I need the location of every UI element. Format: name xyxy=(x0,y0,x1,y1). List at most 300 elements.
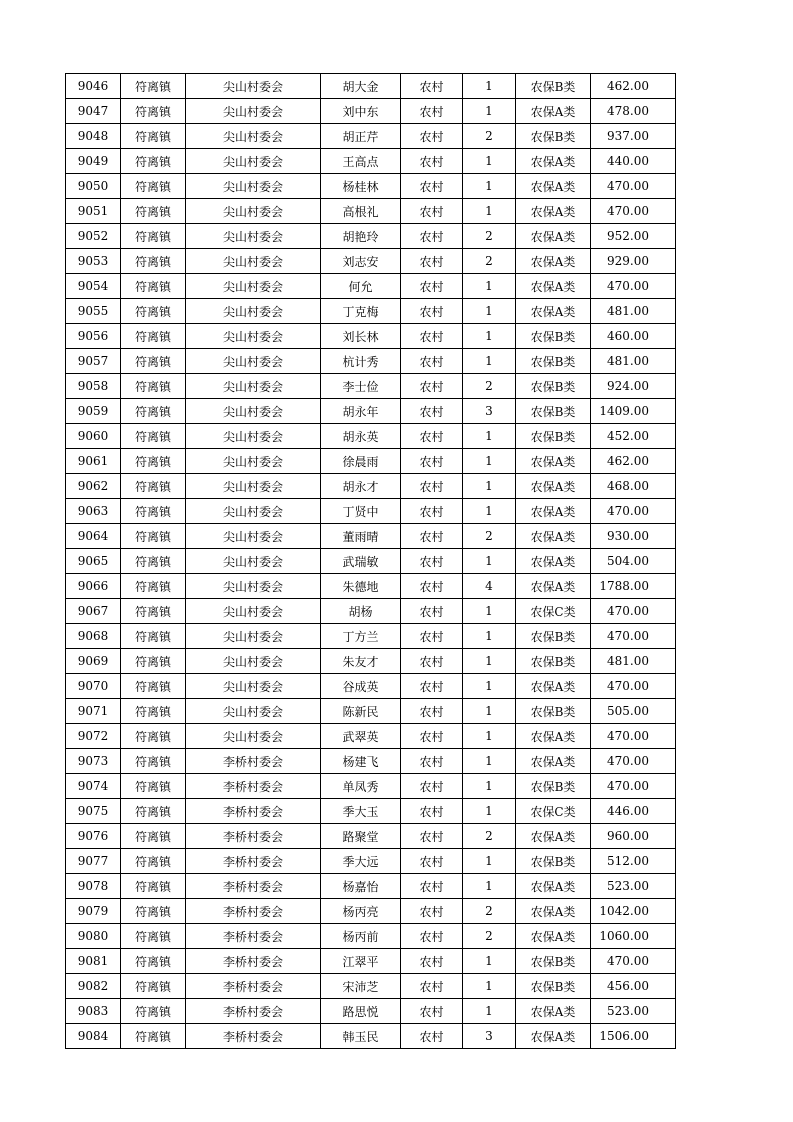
cell-insurance-category: 农保A类 xyxy=(516,99,591,124)
cell-residence-type: 农村 xyxy=(401,474,463,499)
cell-village-committee: 尖山村委会 xyxy=(186,324,321,349)
cell-record-id: 9068 xyxy=(66,624,121,649)
cell-person-count: 1 xyxy=(463,474,516,499)
cell-village-committee: 尖山村委会 xyxy=(186,599,321,624)
cell-record-id: 9054 xyxy=(66,274,121,299)
cell-residence-type: 农村 xyxy=(401,424,463,449)
cell-town: 符离镇 xyxy=(121,899,186,924)
records-table xyxy=(65,73,676,1049)
cell-village-committee: 李桥村委会 xyxy=(186,999,321,1024)
cell-record-id: 9069 xyxy=(66,649,121,674)
cell-village-committee: 李桥村委会 xyxy=(186,849,321,874)
cell-person-count: 1 xyxy=(463,174,516,199)
cell-person-count: 2 xyxy=(463,524,516,549)
cell-insurance-category: 农保B类 xyxy=(516,949,591,974)
cell-insurance-category: 农保A类 xyxy=(516,449,591,474)
cell-record-id: 9056 xyxy=(66,324,121,349)
table-row xyxy=(66,549,676,574)
cell-village-committee: 李桥村委会 xyxy=(186,749,321,774)
cell-record-id: 9059 xyxy=(66,399,121,424)
cell-amount: 446.00 xyxy=(591,799,676,824)
cell-insurance-category: 农保A类 xyxy=(516,724,591,749)
cell-record-id: 9053 xyxy=(66,249,121,274)
cell-residence-type: 农村 xyxy=(401,549,463,574)
cell-record-id: 9074 xyxy=(66,774,121,799)
table-row xyxy=(66,449,676,474)
cell-residence-type: 农村 xyxy=(401,124,463,149)
cell-amount: 481.00 xyxy=(591,349,676,374)
cell-village-committee: 尖山村委会 xyxy=(186,199,321,224)
cell-town: 符离镇 xyxy=(121,749,186,774)
cell-amount: 504.00 xyxy=(591,549,676,574)
cell-town: 符离镇 xyxy=(121,274,186,299)
cell-person-name: 高根礼 xyxy=(321,199,401,224)
cell-insurance-category: 农保A类 xyxy=(516,299,591,324)
cell-person-name: 丁克梅 xyxy=(321,299,401,324)
cell-insurance-category: 农保A类 xyxy=(516,524,591,549)
table-row xyxy=(66,99,676,124)
cell-town: 符离镇 xyxy=(121,724,186,749)
cell-person-name: 胡正芹 xyxy=(321,124,401,149)
cell-amount: 452.00 xyxy=(591,424,676,449)
cell-person-name: 杨桂林 xyxy=(321,174,401,199)
cell-amount: 460.00 xyxy=(591,324,676,349)
table-row xyxy=(66,399,676,424)
cell-record-id: 9067 xyxy=(66,599,121,624)
cell-insurance-category: 农保A类 xyxy=(516,149,591,174)
cell-person-name: 江翠平 xyxy=(321,949,401,974)
cell-village-committee: 尖山村委会 xyxy=(186,224,321,249)
cell-village-committee: 李桥村委会 xyxy=(186,949,321,974)
cell-insurance-category: 农保A类 xyxy=(516,824,591,849)
table-row xyxy=(66,299,676,324)
table-row xyxy=(66,524,676,549)
cell-insurance-category: 农保B类 xyxy=(516,374,591,399)
cell-insurance-category: 农保A类 xyxy=(516,499,591,524)
cell-person-name: 丁贤中 xyxy=(321,499,401,524)
cell-residence-type: 农村 xyxy=(401,724,463,749)
cell-record-id: 9060 xyxy=(66,424,121,449)
cell-village-committee: 尖山村委会 xyxy=(186,274,321,299)
cell-person-count: 1 xyxy=(463,199,516,224)
cell-person-count: 1 xyxy=(463,749,516,774)
table-row xyxy=(66,724,676,749)
cell-residence-type: 农村 xyxy=(401,874,463,899)
cell-village-committee: 李桥村委会 xyxy=(186,799,321,824)
cell-village-committee: 李桥村委会 xyxy=(186,774,321,799)
cell-amount: 478.00 xyxy=(591,99,676,124)
cell-person-name: 武瑞敏 xyxy=(321,549,401,574)
table-row xyxy=(66,249,676,274)
cell-person-name: 武翠英 xyxy=(321,724,401,749)
cell-town: 符离镇 xyxy=(121,174,186,199)
cell-residence-type: 农村 xyxy=(401,199,463,224)
cell-town: 符离镇 xyxy=(121,149,186,174)
cell-person-name: 路思悦 xyxy=(321,999,401,1024)
cell-residence-type: 农村 xyxy=(401,74,463,99)
cell-person-count: 1 xyxy=(463,999,516,1024)
cell-amount: 470.00 xyxy=(591,599,676,624)
cell-person-name: 胡大金 xyxy=(321,74,401,99)
table-row xyxy=(66,974,676,999)
cell-person-name: 刘志安 xyxy=(321,249,401,274)
cell-village-committee: 尖山村委会 xyxy=(186,349,321,374)
table-row xyxy=(66,949,676,974)
cell-residence-type: 农村 xyxy=(401,749,463,774)
cell-village-committee: 李桥村委会 xyxy=(186,874,321,899)
cell-amount: 462.00 xyxy=(591,449,676,474)
cell-village-committee: 尖山村委会 xyxy=(186,524,321,549)
cell-town: 符离镇 xyxy=(121,824,186,849)
cell-residence-type: 农村 xyxy=(401,1024,463,1049)
cell-person-name: 杨嘉怡 xyxy=(321,874,401,899)
table-row xyxy=(66,1024,676,1049)
cell-person-name: 丁方兰 xyxy=(321,624,401,649)
cell-amount: 523.00 xyxy=(591,999,676,1024)
cell-person-name: 宋沛芝 xyxy=(321,974,401,999)
cell-town: 符离镇 xyxy=(121,424,186,449)
cell-town: 符离镇 xyxy=(121,799,186,824)
cell-town: 符离镇 xyxy=(121,974,186,999)
cell-person-count: 1 xyxy=(463,449,516,474)
cell-insurance-category: 农保A类 xyxy=(516,749,591,774)
cell-person-name: 刘长林 xyxy=(321,324,401,349)
table-row xyxy=(66,474,676,499)
cell-person-name: 胡永英 xyxy=(321,424,401,449)
cell-person-count: 1 xyxy=(463,974,516,999)
table-row xyxy=(66,624,676,649)
cell-town: 符离镇 xyxy=(121,649,186,674)
cell-town: 符离镇 xyxy=(121,599,186,624)
cell-person-count: 1 xyxy=(463,324,516,349)
cell-person-count: 1 xyxy=(463,699,516,724)
cell-person-name: 韩玉民 xyxy=(321,1024,401,1049)
table-row xyxy=(66,124,676,149)
cell-residence-type: 农村 xyxy=(401,149,463,174)
cell-record-id: 9048 xyxy=(66,124,121,149)
cell-residence-type: 农村 xyxy=(401,774,463,799)
cell-town: 符离镇 xyxy=(121,349,186,374)
cell-record-id: 9075 xyxy=(66,799,121,824)
cell-amount: 470.00 xyxy=(591,199,676,224)
cell-residence-type: 农村 xyxy=(401,824,463,849)
cell-residence-type: 农村 xyxy=(401,949,463,974)
cell-person-count: 1 xyxy=(463,674,516,699)
cell-town: 符离镇 xyxy=(121,774,186,799)
cell-village-committee: 尖山村委会 xyxy=(186,549,321,574)
table-row xyxy=(66,649,676,674)
cell-insurance-category: 农保A类 xyxy=(516,474,591,499)
cell-residence-type: 农村 xyxy=(401,224,463,249)
cell-person-count: 1 xyxy=(463,849,516,874)
cell-town: 符离镇 xyxy=(121,399,186,424)
table-row xyxy=(66,149,676,174)
cell-record-id: 9072 xyxy=(66,724,121,749)
cell-town: 符离镇 xyxy=(121,674,186,699)
cell-insurance-category: 农保B类 xyxy=(516,699,591,724)
cell-insurance-category: 农保B类 xyxy=(516,399,591,424)
cell-amount: 470.00 xyxy=(591,499,676,524)
cell-person-count: 1 xyxy=(463,599,516,624)
cell-record-id: 9070 xyxy=(66,674,121,699)
cell-person-name: 单凤秀 xyxy=(321,774,401,799)
cell-town: 符离镇 xyxy=(121,1024,186,1049)
cell-town: 符离镇 xyxy=(121,524,186,549)
cell-person-count: 1 xyxy=(463,649,516,674)
cell-village-committee: 尖山村委会 xyxy=(186,374,321,399)
cell-insurance-category: 农保A类 xyxy=(516,199,591,224)
cell-residence-type: 农村 xyxy=(401,674,463,699)
table-row xyxy=(66,574,676,599)
cell-person-name: 董雨晴 xyxy=(321,524,401,549)
cell-amount: 1409.00 xyxy=(591,399,676,424)
cell-village-committee: 尖山村委会 xyxy=(186,124,321,149)
cell-person-count: 3 xyxy=(463,1024,516,1049)
cell-insurance-category: 农保B类 xyxy=(516,349,591,374)
table-row xyxy=(66,749,676,774)
table-row xyxy=(66,174,676,199)
cell-person-count: 2 xyxy=(463,374,516,399)
cell-village-committee: 尖山村委会 xyxy=(186,474,321,499)
cell-insurance-category: 农保A类 xyxy=(516,574,591,599)
cell-person-count: 1 xyxy=(463,274,516,299)
cell-person-name: 王高点 xyxy=(321,149,401,174)
cell-person-name: 朱友才 xyxy=(321,649,401,674)
cell-residence-type: 农村 xyxy=(401,374,463,399)
table-body xyxy=(66,74,676,1049)
cell-town: 符离镇 xyxy=(121,999,186,1024)
cell-amount: 470.00 xyxy=(591,174,676,199)
table-row xyxy=(66,874,676,899)
table-row xyxy=(66,774,676,799)
cell-residence-type: 农村 xyxy=(401,299,463,324)
cell-town: 符离镇 xyxy=(121,99,186,124)
cell-person-name: 胡杨 xyxy=(321,599,401,624)
cell-record-id: 9061 xyxy=(66,449,121,474)
cell-amount: 456.00 xyxy=(591,974,676,999)
cell-person-name: 何允 xyxy=(321,274,401,299)
cell-village-committee: 尖山村委会 xyxy=(186,399,321,424)
cell-town: 符离镇 xyxy=(121,74,186,99)
cell-amount: 929.00 xyxy=(591,249,676,274)
cell-village-committee: 尖山村委会 xyxy=(186,449,321,474)
table-row xyxy=(66,349,676,374)
cell-insurance-category: 农保A类 xyxy=(516,549,591,574)
cell-village-committee: 尖山村委会 xyxy=(186,674,321,699)
cell-person-name: 杨建飞 xyxy=(321,749,401,774)
cell-amount: 470.00 xyxy=(591,674,676,699)
cell-town: 符离镇 xyxy=(121,474,186,499)
cell-person-count: 1 xyxy=(463,624,516,649)
cell-person-count: 1 xyxy=(463,549,516,574)
table-row xyxy=(66,74,676,99)
cell-amount: 523.00 xyxy=(591,874,676,899)
cell-person-name: 徐晨雨 xyxy=(321,449,401,474)
cell-record-id: 9083 xyxy=(66,999,121,1024)
cell-record-id: 9079 xyxy=(66,899,121,924)
cell-person-count: 1 xyxy=(463,99,516,124)
cell-village-committee: 尖山村委会 xyxy=(186,499,321,524)
table-row xyxy=(66,599,676,624)
cell-insurance-category: 农保A类 xyxy=(516,224,591,249)
table-row xyxy=(66,849,676,874)
cell-amount: 512.00 xyxy=(591,849,676,874)
cell-person-count: 1 xyxy=(463,774,516,799)
cell-town: 符离镇 xyxy=(121,324,186,349)
cell-town: 符离镇 xyxy=(121,449,186,474)
table-row xyxy=(66,374,676,399)
cell-person-count: 1 xyxy=(463,424,516,449)
cell-village-committee: 尖山村委会 xyxy=(186,174,321,199)
cell-insurance-category: 农保A类 xyxy=(516,674,591,699)
cell-amount: 505.00 xyxy=(591,699,676,724)
cell-town: 符离镇 xyxy=(121,699,186,724)
cell-record-id: 9046 xyxy=(66,74,121,99)
cell-residence-type: 农村 xyxy=(401,849,463,874)
cell-residence-type: 农村 xyxy=(401,999,463,1024)
cell-person-name: 陈新民 xyxy=(321,699,401,724)
cell-person-count: 1 xyxy=(463,799,516,824)
cell-person-name: 季大远 xyxy=(321,849,401,874)
cell-insurance-category: 农保C类 xyxy=(516,599,591,624)
table-row xyxy=(66,199,676,224)
cell-town: 符离镇 xyxy=(121,299,186,324)
cell-insurance-category: 农保B类 xyxy=(516,774,591,799)
cell-town: 符离镇 xyxy=(121,574,186,599)
cell-town: 符离镇 xyxy=(121,224,186,249)
cell-residence-type: 农村 xyxy=(401,974,463,999)
cell-insurance-category: 农保B类 xyxy=(516,424,591,449)
cell-insurance-category: 农保A类 xyxy=(516,1024,591,1049)
cell-village-committee: 尖山村委会 xyxy=(186,299,321,324)
table-row xyxy=(66,274,676,299)
table-row xyxy=(66,224,676,249)
table-row xyxy=(66,999,676,1024)
cell-insurance-category: 农保A类 xyxy=(516,274,591,299)
cell-village-committee: 李桥村委会 xyxy=(186,974,321,999)
cell-residence-type: 农村 xyxy=(401,449,463,474)
cell-person-count: 2 xyxy=(463,824,516,849)
cell-person-count: 2 xyxy=(463,899,516,924)
table-row xyxy=(66,324,676,349)
cell-residence-type: 农村 xyxy=(401,349,463,374)
cell-residence-type: 农村 xyxy=(401,274,463,299)
cell-village-committee: 尖山村委会 xyxy=(186,724,321,749)
cell-record-id: 9062 xyxy=(66,474,121,499)
cell-person-name: 季大玉 xyxy=(321,799,401,824)
cell-person-name: 杨丙前 xyxy=(321,924,401,949)
cell-person-name: 路聚堂 xyxy=(321,824,401,849)
cell-village-committee: 尖山村委会 xyxy=(186,649,321,674)
cell-insurance-category: 农保A类 xyxy=(516,924,591,949)
cell-person-count: 1 xyxy=(463,299,516,324)
cell-village-committee: 尖山村委会 xyxy=(186,149,321,174)
cell-amount: 470.00 xyxy=(591,624,676,649)
cell-residence-type: 农村 xyxy=(401,324,463,349)
cell-record-id: 9080 xyxy=(66,924,121,949)
cell-amount: 1788.00 xyxy=(591,574,676,599)
cell-residence-type: 农村 xyxy=(401,249,463,274)
cell-insurance-category: 农保A类 xyxy=(516,899,591,924)
cell-record-id: 9071 xyxy=(66,699,121,724)
cell-person-count: 1 xyxy=(463,499,516,524)
table-row xyxy=(66,699,676,724)
cell-village-committee: 李桥村委会 xyxy=(186,824,321,849)
cell-person-count: 2 xyxy=(463,224,516,249)
cell-residence-type: 农村 xyxy=(401,624,463,649)
cell-person-count: 1 xyxy=(463,724,516,749)
cell-village-committee: 尖山村委会 xyxy=(186,699,321,724)
cell-village-committee: 李桥村委会 xyxy=(186,1024,321,1049)
cell-insurance-category: 农保B类 xyxy=(516,649,591,674)
cell-person-name: 谷成英 xyxy=(321,674,401,699)
cell-person-name: 杭计秀 xyxy=(321,349,401,374)
cell-record-id: 9064 xyxy=(66,524,121,549)
cell-record-id: 9052 xyxy=(66,224,121,249)
cell-person-count: 3 xyxy=(463,399,516,424)
cell-insurance-category: 农保B类 xyxy=(516,974,591,999)
cell-record-id: 9058 xyxy=(66,374,121,399)
cell-person-count: 2 xyxy=(463,124,516,149)
cell-insurance-category: 农保C类 xyxy=(516,799,591,824)
cell-amount: 960.00 xyxy=(591,824,676,849)
cell-amount: 952.00 xyxy=(591,224,676,249)
table-row xyxy=(66,824,676,849)
cell-village-committee: 尖山村委会 xyxy=(186,249,321,274)
cell-record-id: 9049 xyxy=(66,149,121,174)
cell-record-id: 9073 xyxy=(66,749,121,774)
cell-record-id: 9047 xyxy=(66,99,121,124)
cell-person-count: 1 xyxy=(463,949,516,974)
cell-amount: 470.00 xyxy=(591,724,676,749)
cell-record-id: 9076 xyxy=(66,824,121,849)
cell-insurance-category: 农保B类 xyxy=(516,849,591,874)
cell-amount: 930.00 xyxy=(591,524,676,549)
cell-person-name: 胡艳玲 xyxy=(321,224,401,249)
cell-person-name: 胡永才 xyxy=(321,474,401,499)
cell-person-count: 1 xyxy=(463,874,516,899)
cell-residence-type: 农村 xyxy=(401,499,463,524)
cell-amount: 924.00 xyxy=(591,374,676,399)
cell-insurance-category: 农保A类 xyxy=(516,999,591,1024)
table-row xyxy=(66,924,676,949)
cell-person-count: 2 xyxy=(463,924,516,949)
cell-residence-type: 农村 xyxy=(401,99,463,124)
cell-amount: 462.00 xyxy=(591,74,676,99)
cell-person-name: 朱德地 xyxy=(321,574,401,599)
cell-amount: 470.00 xyxy=(591,749,676,774)
cell-town: 符离镇 xyxy=(121,199,186,224)
cell-person-count: 4 xyxy=(463,574,516,599)
cell-town: 符离镇 xyxy=(121,124,186,149)
cell-residence-type: 农村 xyxy=(401,924,463,949)
cell-record-id: 9050 xyxy=(66,174,121,199)
cell-town: 符离镇 xyxy=(121,924,186,949)
cell-amount: 481.00 xyxy=(591,649,676,674)
cell-record-id: 9063 xyxy=(66,499,121,524)
cell-residence-type: 农村 xyxy=(401,599,463,624)
cell-record-id: 9081 xyxy=(66,949,121,974)
table-row xyxy=(66,674,676,699)
table-row xyxy=(66,499,676,524)
cell-town: 符离镇 xyxy=(121,549,186,574)
cell-residence-type: 农村 xyxy=(401,649,463,674)
cell-person-count: 1 xyxy=(463,149,516,174)
cell-amount: 470.00 xyxy=(591,774,676,799)
cell-residence-type: 农村 xyxy=(401,524,463,549)
cell-insurance-category: 农保B类 xyxy=(516,324,591,349)
cell-residence-type: 农村 xyxy=(401,174,463,199)
